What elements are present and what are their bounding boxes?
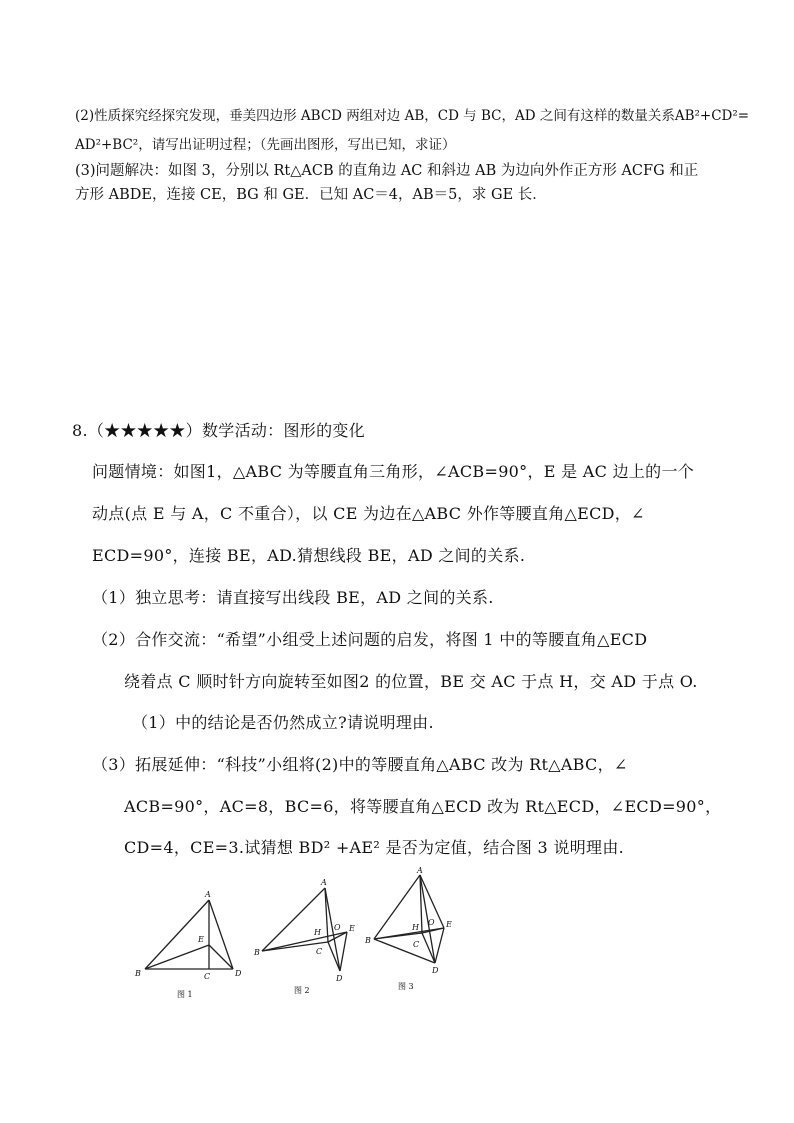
fig3-label-o: O [428,918,435,927]
fig2-label-a: A [321,878,327,887]
fig1-label-b: B [135,969,141,978]
q8-sub2-line1: （2）合作交流：“希望”小组受上述问题的启发，将图 1 中的等腰直角△ECD [92,630,648,649]
fig3-edge-be [374,928,444,939]
q8-intro-line3: ECD=90°，连接 BE，AD.猜想线段 BE，AD 之间的关系. [92,546,526,565]
fig1-caption: 图 1 [177,990,193,999]
fig3-label-a: A [417,866,423,875]
fig1-edge-be [145,945,209,969]
figure-1 [125,885,250,1005]
q8-heading: 8.（★★★★★）数学活动：图形的变化 [72,421,365,440]
prev-part2-line1: (2)性质探究经探究发现，垂美四边形 ABCD 两组对边 AB，CD 与 BC，AD 之间有这样的数量关系AB²+CD²= [75,108,750,124]
q8-sub3-line1: （3）拓展延伸：“科技”小组将(2)中的等腰直角△ABC 改为 Rt△ABC，∠ [92,755,628,774]
fig2-caption: 图 2 [294,986,310,995]
q8-sub1: （1）独立思考：请直接写出线段 BE，AD 之间的关系. [92,588,494,607]
fig1-label-a: A [205,890,211,899]
fig1-label-d: D [235,969,242,978]
prev-part3-line1: (3)问题解决：如图 3，分别以 Rt△ACB 的直角边 AC 和斜边 AB 为边向外作正方形 ACFG 和正 [75,163,699,179]
q8-sub2-line3: （1）中的结论是否仍然成立?请说明理由. [132,713,434,732]
fig2-label-e: E [349,924,355,933]
fig3-label-b: B [365,936,371,945]
fig3-caption: 图 3 [398,982,414,991]
fig3-label-d: D [432,966,439,975]
fig3-label-e: E [446,920,452,929]
fig2-edge-ed [340,932,347,971]
fig3-label-c: C [413,940,420,949]
fig3-label-h: H [412,923,419,932]
fig1-label-c: C [204,972,211,981]
q8-sub3-line2: ACB=90°，AC=8，BC=6，将等腰直角△ECD 改为 Rt△ECD，∠ECD=90°， [124,797,722,816]
fig2-label-c: C [316,947,323,956]
fig2-label-b: B [254,948,260,957]
fig2-label-h: H [314,928,321,937]
prev-part3-line2: 方形 ABDE，连接 CE，BG 和 GE．已知 AC＝4，AB＝5，求 GE 长． [75,187,547,203]
fig2-edge-cd [328,942,340,971]
fig2-label-d: D [336,974,343,983]
fig3-edge-ed [435,928,444,963]
fig2-label-o: O [334,923,341,932]
fig1-edge-ad [209,900,233,969]
q8-sub3-line3: CD=4，CE=3.试猜想 BD² +AE² 是否为定值，结合图 3 说明理由. [124,838,625,857]
q8-sub2-line2: 绕着点 C 顺时针方向旋转至如图2 的位置，BE 交 AC 于点 H，交 AD 于点 O. [124,672,698,691]
fig2-edge-ab [262,888,325,951]
figure-3 [360,865,475,995]
figure-2 [250,875,365,1000]
q8-intro-line2: 动点(点 E 与 A，C 不重合），以 CE 为边在△ABC 外作等腰直角△ECD，∠ [92,504,645,523]
fig1-label-e: E [198,935,204,944]
prev-part2-line2: AD²+BC²，请写出证明过程；（先画出图形，写出已知，求证） [75,137,456,153]
q8-intro-line1: 问题情境：如图1，△ABC 为等腰直角三角形，∠ACB=90°，E 是 AC 边上的一个 [92,462,695,481]
